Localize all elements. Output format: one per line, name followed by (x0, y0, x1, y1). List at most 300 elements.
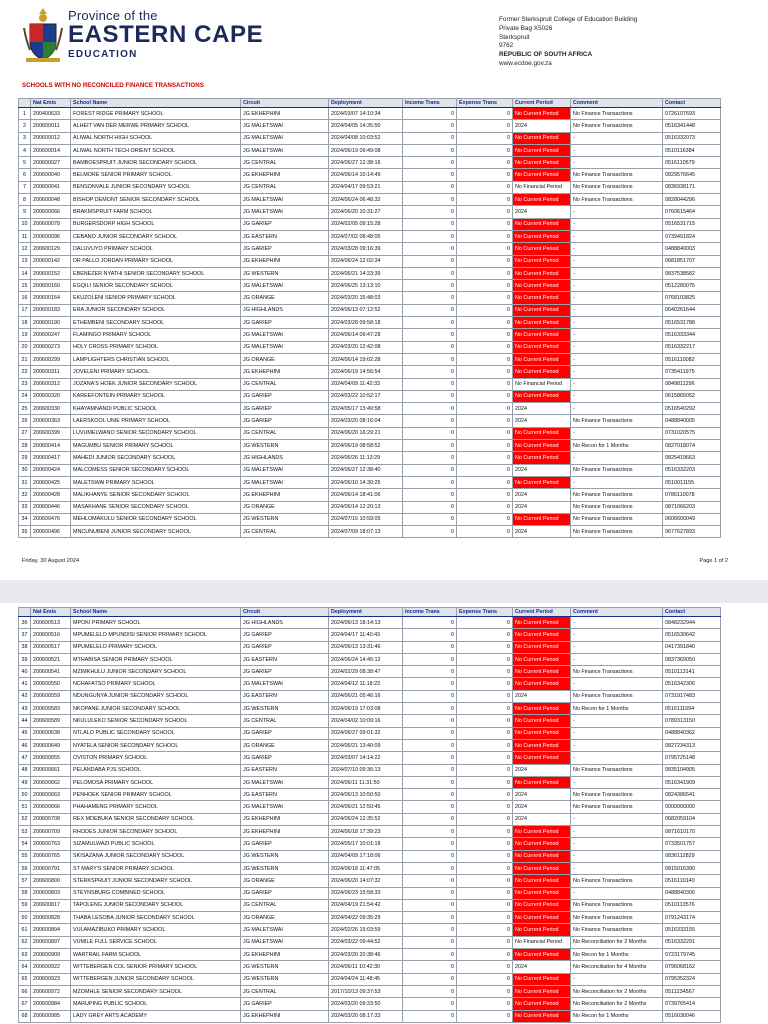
current-period-cell: No Current Period (513, 304, 571, 316)
row-number-cell: 52 (19, 813, 31, 825)
circuit-cell: JG GARIEP (241, 403, 329, 415)
contact-cell: 0827018074 (663, 440, 721, 452)
circuit-cell: JG WESTERN (241, 703, 329, 715)
nat-emis-cell: 200600424 (31, 464, 71, 476)
nat-emis-cell: 200600516 (31, 629, 71, 641)
nat-emis-cell: 200600817 (31, 899, 71, 911)
income-trans-cell: 0 (403, 317, 457, 329)
nat-emis-cell: 200600662 (31, 776, 71, 788)
circuit-cell: JG WESTERN (241, 973, 329, 985)
current-period-cell: No Current Period (513, 230, 571, 242)
expense-trans-cell: 0 (457, 653, 513, 665)
comment-cell: No Recon for 1 Months (571, 440, 663, 452)
current-period-cell: No Current Period (513, 887, 571, 899)
comment-cell: - (571, 329, 663, 341)
row-number-cell: 46 (19, 739, 31, 751)
school-name-cell: BENSONVALE JUNIOR SECONDARY SCHOOL (71, 181, 241, 193)
current-period-cell: No Current Period (513, 452, 571, 464)
school-name-cell: PELANDABA PJS SCHOOL (71, 764, 241, 776)
school-name-cell: BAMBOESPRUIT JUNIOR SECONDARY SCHOOL (71, 157, 241, 169)
current-period-cell: No Current Period (513, 678, 571, 690)
school-name-cell: VUMILE FULL SERVICE SCHOOL (71, 936, 241, 948)
current-period-cell: 2024 (513, 501, 571, 513)
row-number-cell: 45 (19, 727, 31, 739)
row-number-cell: 60 (19, 912, 31, 924)
income-trans-cell: 0 (403, 899, 457, 911)
row-number-cell: 20 (19, 341, 31, 353)
expense-trans-cell: 0 (457, 304, 513, 316)
circuit-cell: JG EKHEPHINI (241, 255, 329, 267)
circuit-cell: JG EASTERN (241, 690, 329, 702)
nat-emis-cell: 200600012 (31, 132, 71, 144)
deployment-cell: 2024/06/14 18:41:06 (329, 489, 403, 501)
contact-cell: 0731020575 (663, 427, 721, 439)
school-name-cell: BISHOP DEMONT SENIOR SECONDARY SCHOOL (71, 194, 241, 206)
income-trans-cell: 0 (403, 936, 457, 948)
deployment-cell: 2024/05/17 13:49:58 (329, 403, 403, 415)
comment-cell: - (571, 243, 663, 255)
income-trans-cell: 0 (403, 813, 457, 825)
row-number-cell: 18 (19, 317, 31, 329)
nat-emis-cell: 200600923 (31, 973, 71, 985)
school-name-cell: MASAKHANE SENIOR SECONDARY SCHOOL (71, 501, 241, 513)
current-period-cell: No Current Period (513, 476, 571, 488)
circuit-cell: JG HIGHLANDS (241, 452, 329, 464)
expense-trans-cell: 0 (457, 715, 513, 727)
school-name-cell: FLAMINGO PRIMARY SCHOOL (71, 329, 241, 341)
table-row (19, 132, 721, 144)
school-name-cell: NKULULEKO SENIOR SECONDARY SCHOOL (71, 715, 241, 727)
school-name-cell: KHAYAMNANDI PUBLIC SCHOOL (71, 403, 241, 415)
circuit-cell: JG EASTERN (241, 230, 329, 242)
circuit-cell: JG MALETSWAI (241, 144, 329, 156)
contact-cell: 0516111694 (663, 703, 721, 715)
circuit-cell: JG MALETSWAI (241, 341, 329, 353)
nat-emis-cell: 200600517 (31, 641, 71, 653)
contact-cell: 0739491824 (663, 230, 721, 242)
expense-trans-cell: 0 (457, 899, 513, 911)
school-name-cell: STERKSPRUIT JUNIOR SECONDARY SCHOOL (71, 875, 241, 887)
current-period-cell: No Current Period (513, 144, 571, 156)
circuit-cell: JG WESTERN (241, 267, 329, 279)
nat-emis-cell: 200600428 (31, 489, 71, 501)
deployment-cell: 2024/04/09 11:42:33 (329, 378, 403, 390)
current-period-cell: No Current Period (513, 850, 571, 862)
income-trans-cell: 0 (403, 292, 457, 304)
deployment-cell: 2024/06/20 14:07:32 (329, 875, 403, 887)
nat-emis-cell: 200600040 (31, 169, 71, 181)
comment-cell: No Finance Transactions (571, 875, 663, 887)
income-trans-cell: 0 (403, 690, 457, 702)
income-trans-cell: 0 (403, 961, 457, 973)
circuit-cell: JG MALETSWAI (241, 936, 329, 948)
expense-trans-cell: 0 (457, 267, 513, 279)
comment-cell: - (571, 317, 663, 329)
contact-cell: 0735411975 (663, 366, 721, 378)
circuit-cell: JG EKHEPHINI (241, 813, 329, 825)
income-trans-cell: 0 (403, 255, 457, 267)
deployment-cell: 2024/07/02 08:48:05 (329, 230, 403, 242)
contact-cell: 0516341909 (663, 776, 721, 788)
current-period-cell: No Current Period (513, 280, 571, 292)
income-trans-cell: 0 (403, 801, 457, 813)
income-trans-cell: 0 (403, 838, 457, 850)
comment-cell: - (571, 629, 663, 641)
expense-trans-cell: 0 (457, 752, 513, 764)
row-number-cell: 31 (19, 476, 31, 488)
school-name-cell: LAMPLIGHTERS CHRISTIAN SCHOOL (71, 353, 241, 365)
table-row (19, 985, 721, 997)
coat-of-arms-icon (22, 6, 64, 64)
nat-emis-cell: 200600399 (31, 427, 71, 439)
school-name-cell: DALUVUYO PRIMARY SCHOOL (71, 243, 241, 255)
column-header: Contact (663, 99, 721, 108)
deployment-cell: 2024/03/20 15:48:03 (329, 292, 403, 304)
deployment-cell: 2024/04/22 09:35:29 (329, 912, 403, 924)
circuit-cell: JG WESTERN (241, 862, 329, 874)
deployment-cell: 2024/03/07 14:10:34 (329, 108, 403, 120)
deployment-cell: 2024/05/17 10:01:18 (329, 838, 403, 850)
nat-emis-cell: 200600663 (31, 789, 71, 801)
column-header: School Name (71, 608, 241, 617)
contact-cell: 0606600049 (663, 513, 721, 525)
table-row (19, 513, 721, 525)
expense-trans-cell: 0 (457, 243, 513, 255)
school-name-cell: EGQILI SENIOR SECONDARY SCHOOL (71, 280, 241, 292)
expense-trans-cell: 0 (457, 452, 513, 464)
school-name-cell: MALCOMESS SENIOR SECONDARY SCHOOL (71, 464, 241, 476)
current-period-cell: 2024 (513, 526, 571, 538)
table-row (19, 629, 721, 641)
row-number-cell: 33 (19, 501, 31, 513)
current-period-cell: No Financial Period (513, 378, 571, 390)
contact-cell: 0723179745 (663, 949, 721, 961)
comment-cell: - (571, 353, 663, 365)
table-row (19, 169, 721, 181)
deployment-cell: 2024/04/02 10:09:16 (329, 715, 403, 727)
contact-cell: 0516110579 (663, 157, 721, 169)
income-trans-cell: 0 (403, 739, 457, 751)
nat-emis-cell: 200600048 (31, 194, 71, 206)
nat-emis-cell: 200600765 (31, 850, 71, 862)
deployment-cell: 2024/04/24 11:48:45 (329, 973, 403, 985)
nat-emis-cell: 200600559 (31, 690, 71, 702)
table-row (19, 317, 721, 329)
deployment-cell: 2024/06/21 14:23:39 (329, 267, 403, 279)
circuit-cell: JG CENTRAL (241, 899, 329, 911)
table-row (19, 936, 721, 948)
school-name-cell: NKOPANE JUNIOR SECONDARY SCHOOL (71, 703, 241, 715)
contact-cell: 0848232944 (663, 617, 721, 629)
page-separator (0, 580, 768, 603)
deployment-cell: 2024/02/26 15:03:59 (329, 924, 403, 936)
school-name-cell: MAGUMBU SENIOR PRIMARY SCHOOL (71, 440, 241, 452)
current-period-cell: No Current Period (513, 776, 571, 788)
table-row (19, 715, 721, 727)
expense-trans-cell: 0 (457, 230, 513, 242)
contact-cell: 0786110078 (663, 489, 721, 501)
nat-emis-cell: 200600800 (31, 875, 71, 887)
expense-trans-cell: 0 (457, 144, 513, 156)
expense-trans-cell: 0 (457, 912, 513, 924)
contact-cell: 0828044296 (663, 194, 721, 206)
table-row (19, 489, 721, 501)
nat-emis-cell: 200600708 (31, 813, 71, 825)
row-number-cell: 63 (19, 949, 31, 961)
income-trans-cell: 0 (403, 329, 457, 341)
deployment-cell: 2024/06/19 14:56:54 (329, 366, 403, 378)
deployment-cell: 2024/06/11 11:31:50 (329, 776, 403, 788)
contact-cell: 0516530642 (663, 629, 721, 641)
expense-trans-cell: 0 (457, 329, 513, 341)
nat-emis-cell: 200600312 (31, 378, 71, 390)
contact-cell: 0871610170 (663, 826, 721, 838)
row-number-cell: 48 (19, 764, 31, 776)
row-number-cell: 21 (19, 353, 31, 365)
current-period-cell: No Current Period (513, 739, 571, 751)
table-row (19, 194, 721, 206)
income-trans-cell: 0 (403, 641, 457, 653)
contact-cell: 0516332073 (663, 132, 721, 144)
deployment-cell: 2024/04/12 11:18:23 (329, 678, 403, 690)
deployment-cell: 2024/03/07 14:14:22 (329, 752, 403, 764)
current-period-cell: No Current Period (513, 243, 571, 255)
expense-trans-cell: 0 (457, 764, 513, 776)
deployment-cell: 2024/06/13 18:14:13 (329, 617, 403, 629)
table-row (19, 776, 721, 788)
income-trans-cell: 0 (403, 489, 457, 501)
circuit-cell: JG CENTRAL (241, 526, 329, 538)
income-trans-cell: 0 (403, 280, 457, 292)
row-number-cell: 17 (19, 304, 31, 316)
expense-trans-cell: 0 (457, 998, 513, 1010)
nat-emis-cell: 200600330 (31, 403, 71, 415)
expense-trans-cell: 0 (457, 366, 513, 378)
row-number-cell: 50 (19, 789, 31, 801)
current-period-cell: No Current Period (513, 727, 571, 739)
expense-trans-cell: 0 (457, 464, 513, 476)
address-line: Former Sterkspruit College of Education Building (499, 16, 638, 23)
current-period-cell: 2024 (513, 961, 571, 973)
column-header: Current Period (513, 99, 571, 108)
comment-cell: No Reconciliation for 2 Months (571, 998, 663, 1010)
contact-cell: 0516540292 (663, 403, 721, 415)
nat-emis-cell: 200600909 (31, 949, 71, 961)
expense-trans-cell: 0 (457, 378, 513, 390)
expense-trans-cell: 0 (457, 973, 513, 985)
table-row (19, 862, 721, 874)
row-number-cell: 37 (19, 629, 31, 641)
column-header: Expense Trans (457, 99, 513, 108)
deployment-cell: 2024/06/24 12:35:52 (329, 813, 403, 825)
nat-emis-cell: 200600649 (31, 739, 71, 751)
current-period-cell: No Current Period (513, 924, 571, 936)
current-period-cell: No Current Period (513, 838, 571, 850)
table-row (19, 703, 721, 715)
row-number-cell: 61 (19, 924, 31, 936)
table-row (19, 887, 721, 899)
current-period-cell: 2024 (513, 813, 571, 825)
deployment-cell: 2024/06/26 11:13:29 (329, 452, 403, 464)
income-trans-cell: 0 (403, 366, 457, 378)
income-trans-cell: 0 (403, 752, 457, 764)
school-name-cell: JOZANA'S HOEK JUNIOR SECONDARY SCHOOL (71, 378, 241, 390)
school-name-cell: BURGERSDORP HIGH SCHOOL (71, 218, 241, 230)
nat-emis-cell: 200600709 (31, 826, 71, 838)
row-number-cell: 14 (19, 267, 31, 279)
circuit-cell: JG GARIEP (241, 390, 329, 402)
circuit-cell: JG WESTERN (241, 513, 329, 525)
expense-trans-cell: 0 (457, 501, 513, 513)
deployment-cell: 2024/06/14 10:14:49 (329, 169, 403, 181)
expense-trans-cell: 0 (457, 489, 513, 501)
nat-emis-cell: 200600897 (31, 936, 71, 948)
income-trans-cell: 0 (403, 862, 457, 874)
comment-cell: No Reconciliation for 4 Months (571, 961, 663, 973)
deployment-cell: 2024/06/27 09:01:32 (329, 727, 403, 739)
current-period-cell: 2024 (513, 120, 571, 132)
row-number-cell: 25 (19, 403, 31, 415)
income-trans-cell: 0 (403, 850, 457, 862)
deployment-cell: 2024/06/21 12:50:45 (329, 801, 403, 813)
contact-cell: 0837369050 (663, 653, 721, 665)
nat-emis-cell: 200600655 (31, 752, 71, 764)
comment-cell: - (571, 427, 663, 439)
address-line: Sterkspruit (499, 33, 530, 41)
current-period-cell: No Current Period (513, 617, 571, 629)
income-trans-cell: 0 (403, 629, 457, 641)
deployment-cell: 2024/04/17 11:40:43 (329, 629, 403, 641)
row-number-cell: 68 (19, 1010, 31, 1022)
nat-emis-cell: 200600160 (31, 280, 71, 292)
school-name-cell: ALIWAL NORTH TECH ORIENT SCHOOL (71, 144, 241, 156)
circuit-cell: JG GARIEP (241, 629, 329, 641)
contact-cell: 0516531788 (663, 317, 721, 329)
current-period-cell: No Current Period (513, 666, 571, 678)
nat-emis-cell: 200600828 (31, 912, 71, 924)
contact-cell: 0733501757 (663, 838, 721, 850)
comment-cell: - (571, 132, 663, 144)
income-trans-cell: 0 (403, 666, 457, 678)
school-name-cell: MAHEDI JUNIOR SECONDARY SCHOOL (71, 452, 241, 464)
expense-trans-cell: 0 (457, 776, 513, 788)
circuit-cell: JG EASTERN (241, 764, 329, 776)
school-name-cell: ST MARY'S SENIOR PRIMARY SCHOOL (71, 862, 241, 874)
current-period-cell: No Current Period (513, 703, 571, 715)
table-row (19, 813, 721, 825)
circuit-cell: JG WESTERN (241, 440, 329, 452)
circuit-cell: JG ORANGE (241, 292, 329, 304)
schools-table-page-1 (18, 98, 721, 538)
table-row (19, 1010, 721, 1022)
current-period-cell: No Current Period (513, 329, 571, 341)
circuit-cell: JG EASTERN (241, 789, 329, 801)
row-number-cell: 24 (19, 390, 31, 402)
school-name-cell: MNCUNUBENI JUNIOR SECONDARY SCHOOL (71, 526, 241, 538)
expense-trans-cell: 0 (457, 678, 513, 690)
table-row (19, 292, 721, 304)
comment-cell: - (571, 850, 663, 862)
contact-cell: 0677627893 (663, 526, 721, 538)
expense-trans-cell: 0 (457, 280, 513, 292)
circuit-cell: JG MALETSWAI (241, 206, 329, 218)
table-row (19, 973, 721, 985)
row-number-cell: 11 (19, 230, 31, 242)
table-row (19, 415, 721, 427)
table-row (19, 838, 721, 850)
expense-trans-cell: 0 (457, 801, 513, 813)
brand-block (68, 8, 263, 60)
column-header: Nat Emis (31, 99, 71, 108)
table-row (19, 501, 721, 513)
comment-cell: - (571, 973, 663, 985)
current-period-cell: 2024 (513, 690, 571, 702)
comment-cell: No Finance Transactions (571, 194, 663, 206)
circuit-cell: JG MALETSWAI (241, 132, 329, 144)
contact-cell: 0417391840 (663, 641, 721, 653)
comment-cell: No Recon for 1 Months (571, 703, 663, 715)
income-trans-cell: 0 (403, 415, 457, 427)
expense-trans-cell: 0 (457, 390, 513, 402)
nat-emis-cell: 200600320 (31, 390, 71, 402)
school-name-cell: MPOKI PRIMARY SCHOOL (71, 617, 241, 629)
website-link[interactable]: www.ecdoe.gov.za (499, 59, 552, 67)
nat-emis-cell: 200600446 (31, 501, 71, 513)
nat-emis-cell: 200600589 (31, 715, 71, 727)
deployment-cell: 2024/04/05 14:35:50 (329, 120, 403, 132)
deployment-cell: 2024/07/10 09:36:13 (329, 764, 403, 776)
comment-cell: - (571, 887, 663, 899)
contact-cell: 0488840003 (663, 243, 721, 255)
income-trans-cell: 0 (403, 304, 457, 316)
school-name-cell: NCHAFATSO PRIMARY SCHOOL (71, 678, 241, 690)
row-number-cell: 57 (19, 875, 31, 887)
circuit-cell: JG HIGHLANDS (241, 304, 329, 316)
contact-cell: 0516110082 (663, 353, 721, 365)
circuit-cell: JG EKHEPHINI (241, 169, 329, 181)
comment-cell: No Finance Transactions (571, 690, 663, 702)
row-number-cell: 54 (19, 838, 31, 850)
nat-emis-cell: 200600417 (31, 452, 71, 464)
deployment-cell: 2024/06/24 12:02:34 (329, 255, 403, 267)
current-period-cell: No Current Period (513, 427, 571, 439)
nat-emis-cell: 200600521 (31, 653, 71, 665)
school-name-cell: TAPOLENG JUNIOR SECONDARY SCHOOL (71, 899, 241, 911)
comment-cell: - (571, 776, 663, 788)
income-trans-cell: 0 (403, 341, 457, 353)
income-trans-cell: 0 (403, 924, 457, 936)
circuit-cell: JG CENTRAL (241, 715, 329, 727)
comment-cell: - (571, 752, 663, 764)
table-row (19, 875, 721, 887)
deployment-cell: 2024/03/20 08:17:33 (329, 1010, 403, 1022)
deployment-cell: 2024/02/29 08:38:47 (329, 666, 403, 678)
deployment-cell: 2024/06/14 19:02:28 (329, 353, 403, 365)
table-row (19, 653, 721, 665)
contact-cell: 0615865052 (663, 390, 721, 402)
row-number-cell: 30 (19, 464, 31, 476)
expense-trans-cell: 0 (457, 924, 513, 936)
table-row (19, 452, 721, 464)
expense-trans-cell: 0 (457, 403, 513, 415)
income-trans-cell: 0 (403, 390, 457, 402)
current-period-cell: No Current Period (513, 629, 571, 641)
nat-emis-cell: 200600985 (31, 1010, 71, 1022)
comment-cell: No Finance Transactions (571, 764, 663, 776)
current-period-cell: No Current Period (513, 985, 571, 997)
nat-emis-cell: 200600014 (31, 144, 71, 156)
contact-cell: 0682059104 (663, 813, 721, 825)
